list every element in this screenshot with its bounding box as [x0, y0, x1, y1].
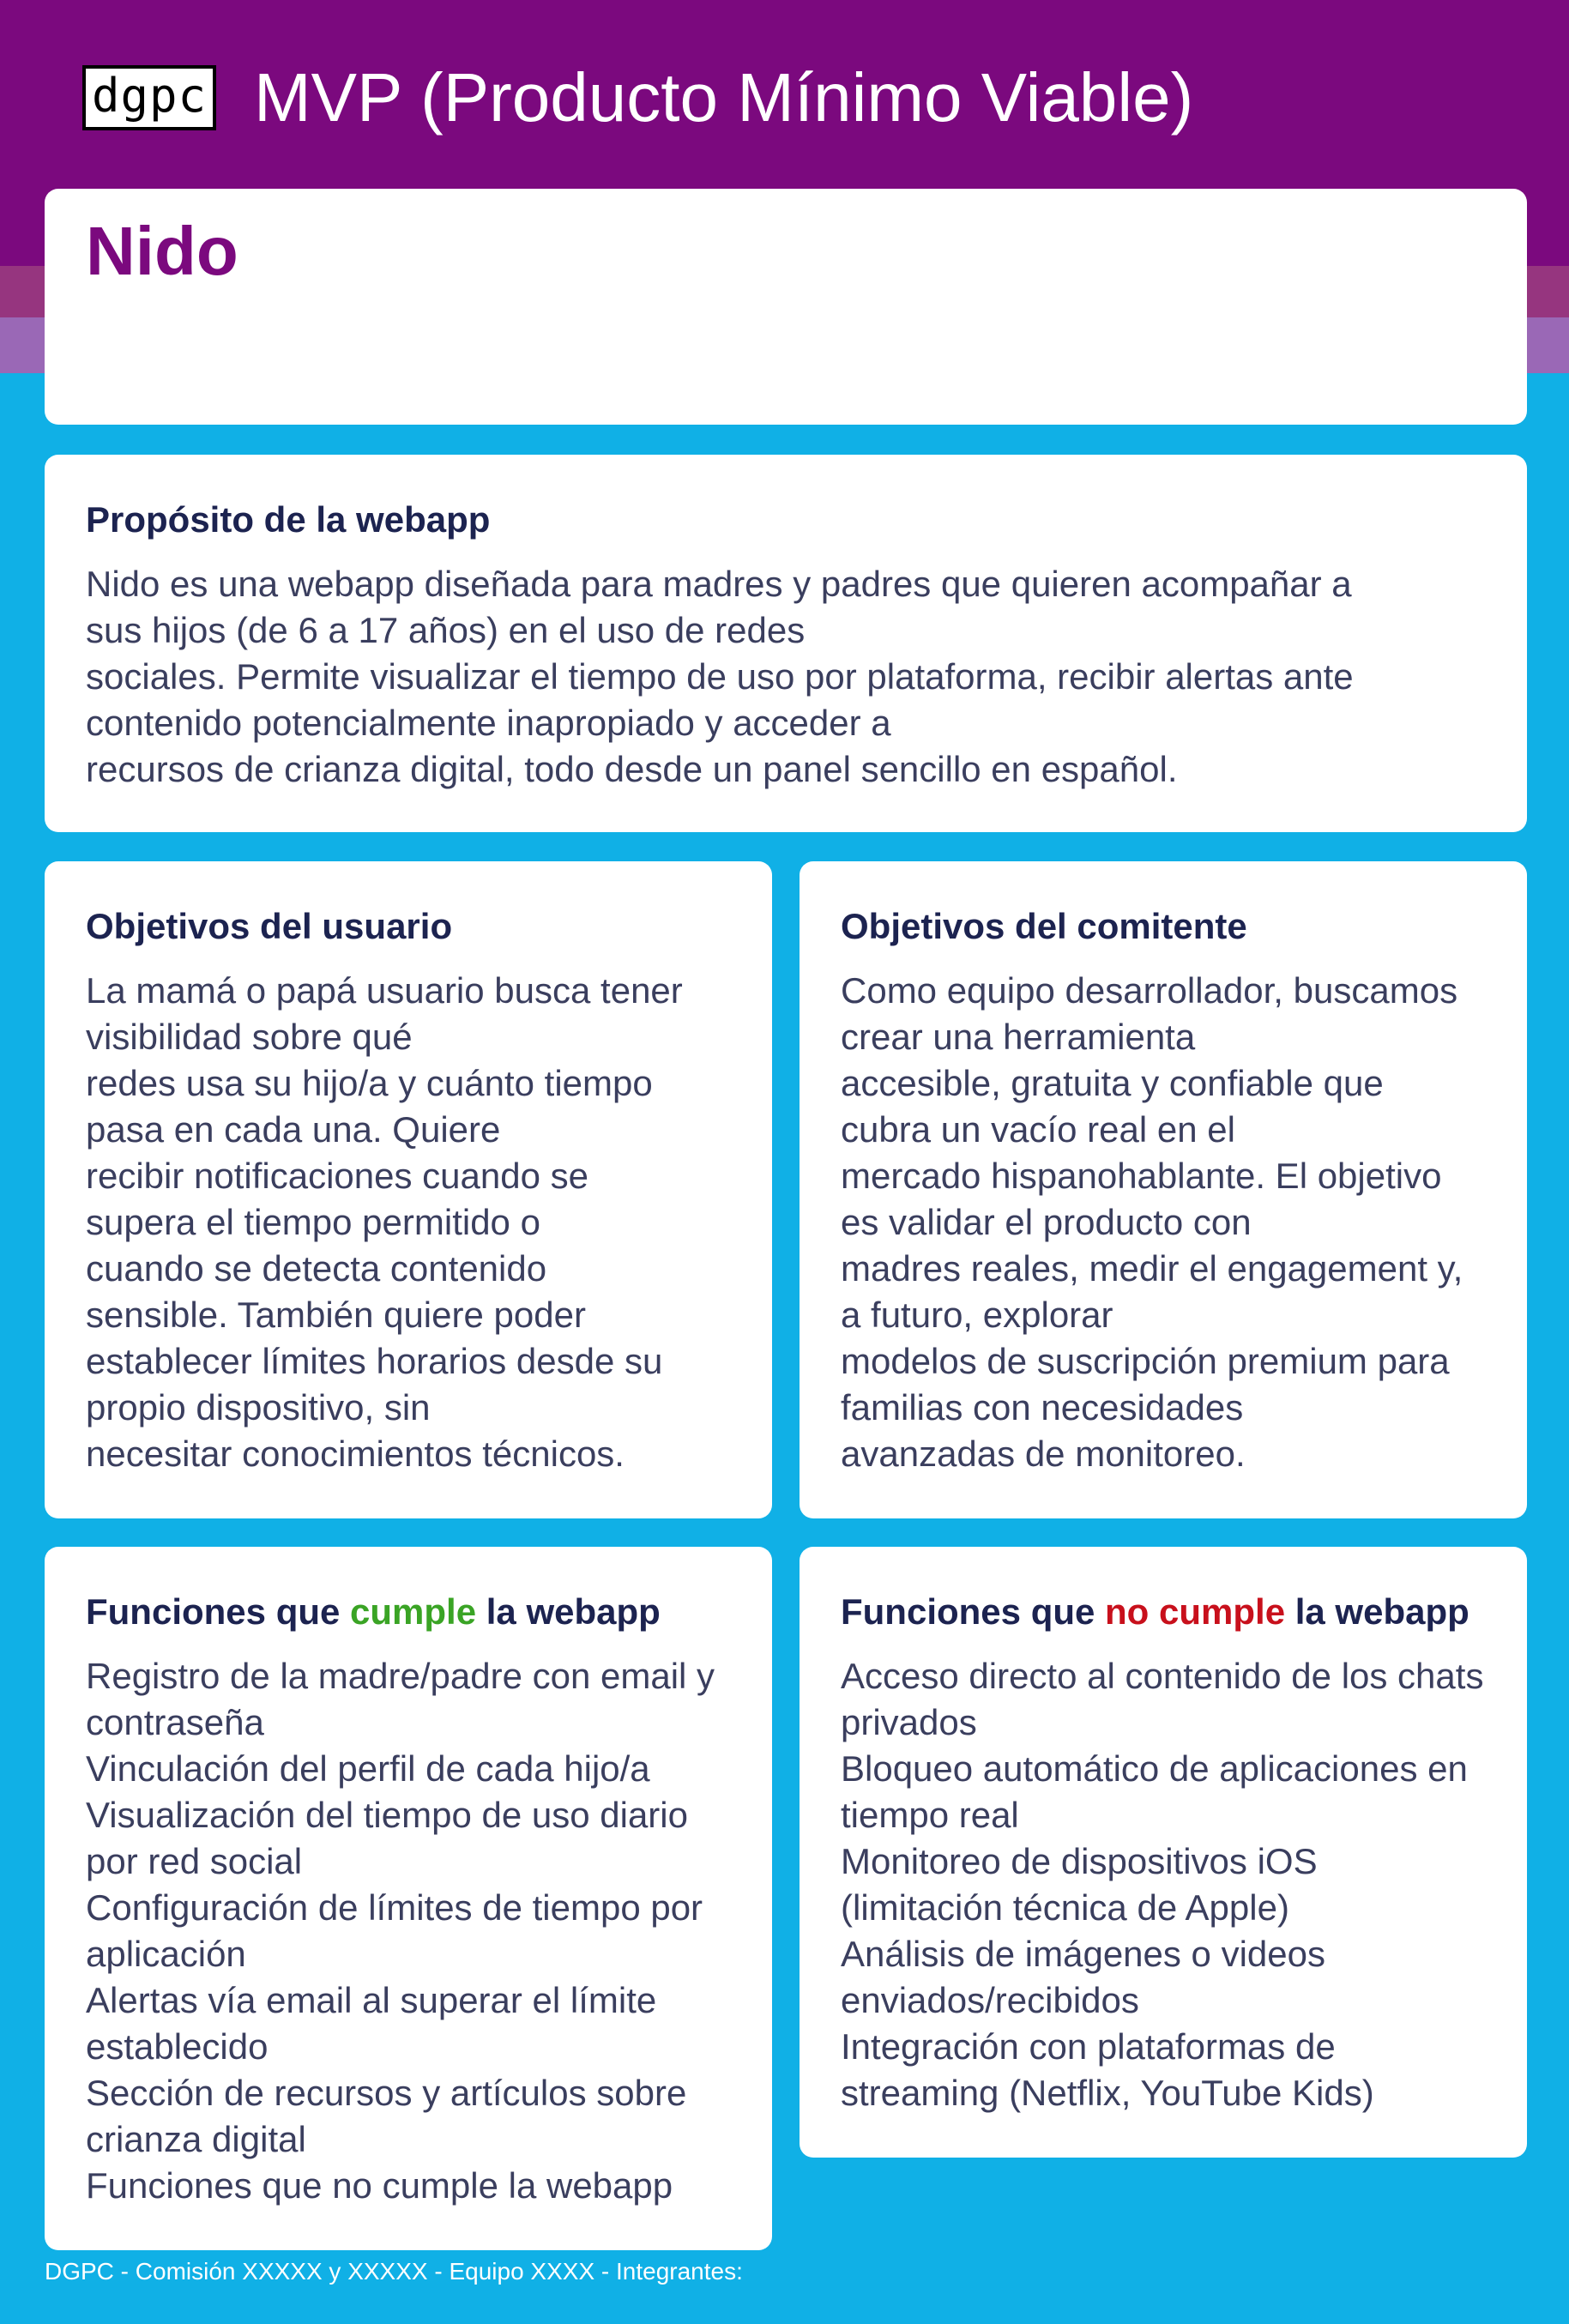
list-item: Configuración de límites de tiempo por aplicación — [86, 1887, 703, 1974]
features-included-highlight: cumple — [350, 1591, 477, 1632]
list-item: Acceso directo al contenido de los chats privados — [841, 1656, 1484, 1742]
list-item: Sección de recursos y artículos sobre crianza digital — [86, 2073, 687, 2159]
list-item: Bloqueo automático de aplicaciones en tiempo real — [841, 1748, 1468, 1835]
footer-credits: DGPC - Comisión XXXXX y XXXXX - Equipo XXXX - Integrantes: — [45, 2258, 743, 2285]
features-included-list — [86, 1653, 731, 2209]
features-included-heading-prefix: Funciones que — [86, 1591, 351, 1632]
features-excluded-heading — [841, 1590, 1486, 1634]
features-excluded-heading-suffix: la webapp — [1285, 1591, 1469, 1632]
purpose-body: Nido es una webapp diseñada para madres y padres que quieren acompañar a sus hijos (de 6 a 17 años) en el uso de redes sociales. Permite visualizar el tiempo de uso por plataforma, recibir alertas ante contenido potencialmente inapropiado y acceder a recursos de crianza digital, todo desde un panel sencillo en español. — [86, 564, 1354, 789]
purpose-heading: Propósito de la webapp — [86, 499, 491, 540]
app-name-card — [45, 189, 1527, 425]
list-item: Análisis de imágenes o videos enviados/recibidos — [841, 1934, 1325, 2020]
page-title: MVP (Producto Mínimo Viable) — [254, 59, 1194, 136]
user-goals-heading: Objetivos del usuario — [86, 906, 453, 946]
user-goals-body: La mamá o papá usuario busca tener visibilidad sobre qué redes usa su hijo/a y cuánto tiempo pasa en cada una. Quiere recibir notificaciones cuando se supera el tiempo permitido o cuando se detecta contenido sensible. También quiere poder establecer límites horarios desde su propio dispositivo, sin necesitar conocimientos técnicos. — [86, 970, 683, 1474]
list-item: Vinculación del perfil de cada hijo/a — [86, 1748, 650, 1789]
features-included-card — [45, 1547, 772, 2250]
features-excluded-heading-prefix: Funciones que — [841, 1591, 1106, 1632]
client-goals-card — [800, 861, 1527, 1518]
list-item: Integración con plataformas de streaming (Netflix, YouTube Kids) — [841, 2026, 1374, 2113]
features-included-heading-suffix: la webapp — [476, 1591, 661, 1632]
purpose-card — [45, 455, 1527, 832]
list-item: Registro de la madre/padre con email y contraseña — [86, 1656, 715, 1742]
features-excluded-highlight: no cumple — [1105, 1591, 1286, 1632]
dgpc-logo: dgpc — [82, 65, 216, 130]
user-goals-card — [45, 861, 772, 1518]
list-item: Visualización del tiempo de uso diario por red social — [86, 1795, 688, 1881]
app-name-value: Nido — [86, 213, 238, 289]
features-included-heading — [86, 1590, 731, 1634]
list-item: Monitoreo de dispositivos iOS (limitación técnica de Apple) — [841, 1841, 1318, 1928]
features-excluded-card — [800, 1547, 1527, 2158]
features-excluded-list — [841, 1653, 1486, 2116]
client-goals-body: Como equipo desarrollador, buscamos crear una herramienta accesible, gratuita y confiable que cubra un vacío real en el mercado hispanohablante. El objetivo es validar el producto con madres reales, medir el engagement y, a futuro, explorar modelos de suscripción premium para familias con necesidades avanzadas de monitoreo. — [841, 970, 1463, 1474]
list-item: Funciones que no cumple la webapp — [86, 2165, 673, 2206]
client-goals-heading: Objetivos del comitente — [841, 906, 1247, 946]
list-item: Alertas vía email al superar el límite establecido — [86, 1980, 657, 2067]
